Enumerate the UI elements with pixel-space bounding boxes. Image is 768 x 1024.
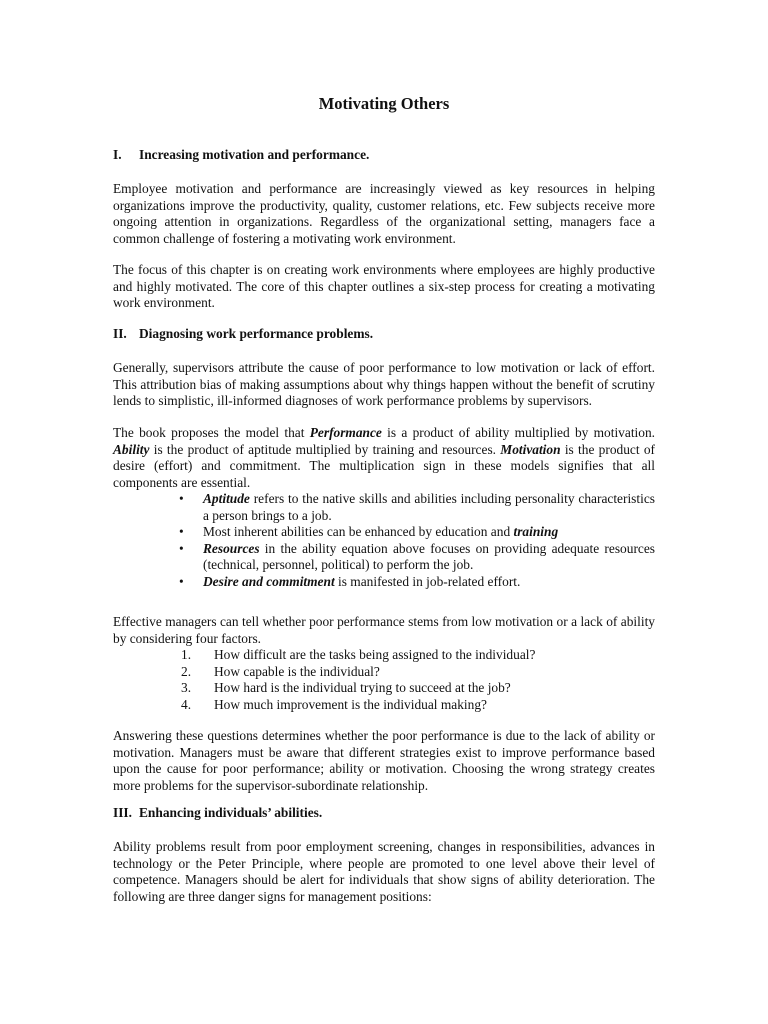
- paragraph: The focus of this chapter is on creating work environments where employees are highly productive and highly motivated. The core of this chapter outlines a six-step process for creating a motivating work environment.: [113, 262, 655, 311]
- list-text: is manifested in job-related effort.: [334, 573, 521, 589]
- section-heading-text: Increasing motivation and performance.: [139, 147, 370, 162]
- list-item: [179, 647, 655, 664]
- list-term: Desire and commitment: [203, 573, 335, 589]
- section-number: III.: [113, 805, 132, 820]
- paragraph: Employee motivation and performance are increasingly viewed as key resources in helping organizations improve the productivity, quality, customer relations, etc. Few subjects receive more ongoing attention in organizations. Regardless of the organizational setting, managers face a common challenge of fostering a motivating work environment.: [113, 181, 655, 246]
- text-run: is the product of desire (effort) and commitment. The multiplication sign in these models signifies that all components are essential.: [113, 441, 655, 490]
- list-item: [179, 680, 655, 697]
- paragraph: Generally, supervisors attribute the cause of poor performance to low motivation or lack of effort. This attribution bias of making assumptions about why things happen without the benefit of scrutiny lends to simplistic, ill-informed diagnoses of work performance problems by supervisors.: [113, 360, 655, 409]
- list-text: How difficult are the tasks being assigned to the individual?: [214, 647, 536, 662]
- model-paragraph: [113, 425, 655, 491]
- list-number: 1.: [181, 647, 192, 662]
- list-term: training: [513, 524, 559, 540]
- list-text: How much improvement is the individual making?: [214, 696, 487, 712]
- list-item: [179, 574, 655, 591]
- paragraph: Ability problems result from poor employment screening, changes in responsibilities, advances in technology or the Peter Principle, where people are promoted to one level above their level of competence. Managers should be alert for individuals that show signs of ability deterioration. The following are three danger signs for management positions:: [113, 839, 655, 904]
- bullet-list: [179, 491, 655, 591]
- list-item: [179, 664, 655, 681]
- section-heading-3: [113, 805, 322, 822]
- list-item: [179, 541, 655, 574]
- bullet-icon: •: [179, 524, 184, 540]
- term-motivation: Motivation: [500, 441, 561, 457]
- text-run: The book proposes the model that: [113, 425, 310, 440]
- paragraph: Effective managers can tell whether poor performance stems from low motivation or a lack of ability by considering four factors.: [113, 614, 655, 646]
- list-text: How capable is the individual?: [214, 663, 380, 679]
- list-item: [179, 524, 655, 541]
- list-number: 2.: [181, 663, 192, 679]
- paragraph: Answering these questions determines whether the poor performance is due to the lack of ability or motivation. Managers must be aware that different strategies exist to improve performance based upon the cause for poor performance; ability or motivation. Choosing the wrong strategy creates more problems for the supervisor-subordinate relationship.: [113, 728, 655, 793]
- bullet-icon: •: [179, 540, 184, 556]
- list-text: refers to the native skills and abilities including personality characteristics a person brings to a job.: [203, 491, 655, 523]
- list-text: How hard is the individual trying to succeed at the job?: [214, 680, 511, 696]
- term-ability: Ability: [113, 441, 150, 457]
- text-run: is the product of aptitude multiplied by training and resources.: [149, 441, 501, 457]
- list-number: 3.: [181, 680, 192, 696]
- section-number: I.: [113, 147, 122, 162]
- section-heading-1: [113, 147, 369, 164]
- bullet-icon: •: [179, 573, 184, 589]
- section-number: II.: [113, 326, 127, 341]
- section-heading-text: Enhancing individuals’ abilities.: [139, 805, 323, 820]
- term-performance: Performance: [309, 425, 382, 440]
- list-text: Most inherent abilities can be enhanced by education and: [203, 524, 514, 540]
- numbered-list: [179, 647, 655, 713]
- list-number: 4.: [181, 696, 192, 712]
- list-term: Aptitude: [203, 491, 250, 506]
- list-item: [179, 491, 655, 524]
- section-heading-2: [113, 326, 373, 343]
- section-heading-text: Diagnosing work performance problems.: [139, 326, 374, 341]
- list-item: [179, 697, 655, 714]
- list-term: Resources: [203, 540, 260, 556]
- bullet-icon: •: [179, 491, 184, 506]
- list-text: in the ability equation above focuses on providing adequate resources (technical, personnel, political) to perform the job.: [203, 540, 655, 573]
- document-title: Motivating Others: [318, 94, 450, 113]
- text-run: is a product of ability multiplied by motivation.: [381, 425, 655, 440]
